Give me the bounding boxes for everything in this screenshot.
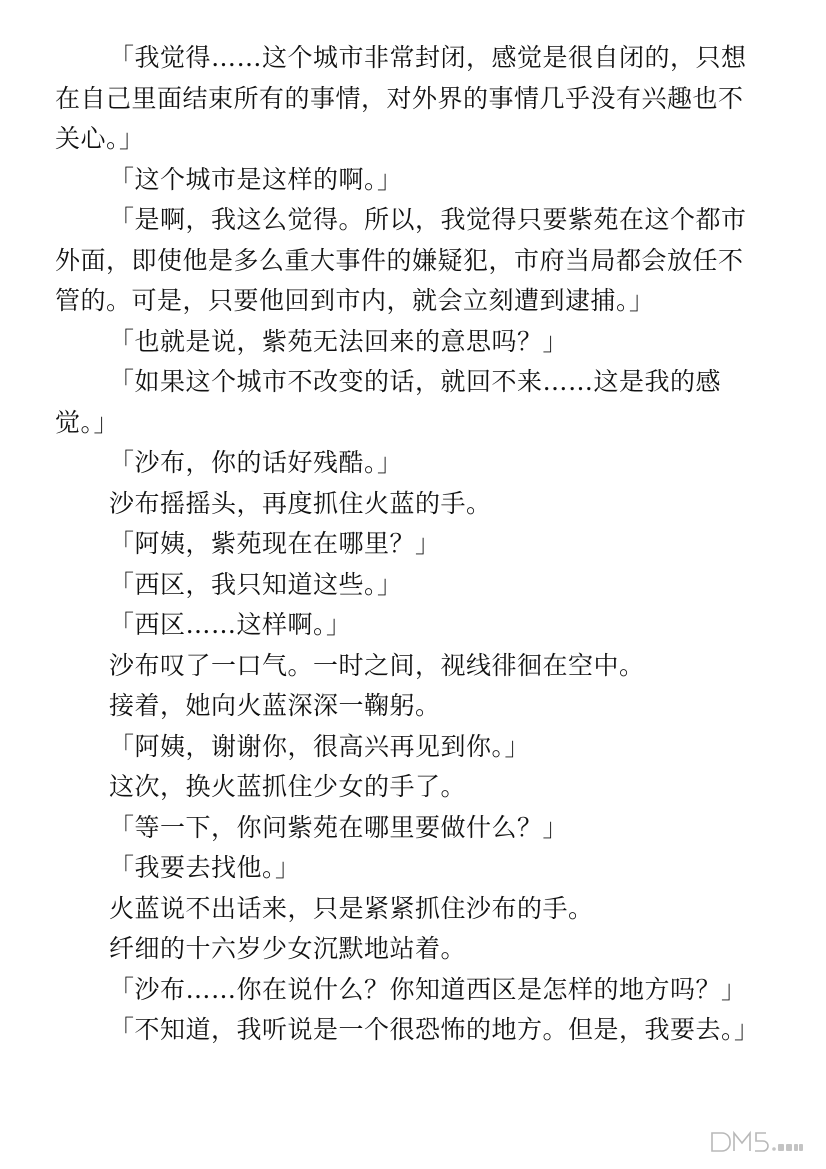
paragraph: 「阿姨，谢谢你，很高兴再见到你。」: [109, 731, 531, 761]
body-text: [55, 38, 760, 1051]
paragraph: 纤细的十六岁少女沉默地站着。: [109, 934, 467, 963]
paragraph: 沙布摇摇头，再度抓住火蓝的手。: [109, 488, 492, 518]
paragraph: 「我要去找他。」: [109, 853, 301, 882]
paragraph: 「沙布……你在说什么？你知道西区是怎样的地方吗？」: [109, 974, 747, 1004]
dm5-watermark-logo: [704, 1125, 814, 1159]
paragraph: 「西区……这样啊。」: [109, 610, 352, 639]
paragraph: 「我觉得……这个城市非常封闭，感觉是很自闭的，只想在自己里面结束所有的事情，对外界的事情几乎没有兴趣也不关心。」: [55, 43, 747, 153]
paragraph: 「阿姨，紫苑现在在哪里？」: [109, 529, 441, 558]
paragraph: 接着，她向火蓝深深一鞠躬。: [109, 691, 441, 720]
paragraph: 这次，换火蓝抓住少女的手了。: [109, 772, 467, 801]
paragraph: 「如果这个城市不改变的话，就回不来……这是我的感觉。」: [55, 367, 722, 437]
paragraph: 「这个城市是这样的啊。」: [109, 164, 403, 194]
paragraph: 「不知道，我听说是一个很恐怖的地方。但是，我要去。」: [109, 1015, 760, 1044]
paragraph: 火蓝说不出话来，只是紧紧抓住沙布的手。: [109, 893, 594, 923]
paragraph: 「西区，我只知道这些。」: [109, 569, 403, 599]
paragraph: 沙布叹了一口气。一时之间，视线徘徊在空中。: [109, 650, 645, 680]
paragraph: 「等一下，你问紫苑在哪里要做什么？」: [109, 812, 569, 842]
paragraph: 「也就是说，紫苑无法回来的意思吗？」: [109, 326, 569, 356]
paragraph: 「沙布，你的话好残酷。」: [109, 448, 403, 477]
paragraph: 「是啊，我这么觉得。所以，我觉得只要紫苑在这个都市外面，即使他是多么重大事件的嫌疑犯，市府当局都会放任不管的。可是，只要他回到市内，就会立刻遭到逮捕。」: [55, 205, 747, 315]
